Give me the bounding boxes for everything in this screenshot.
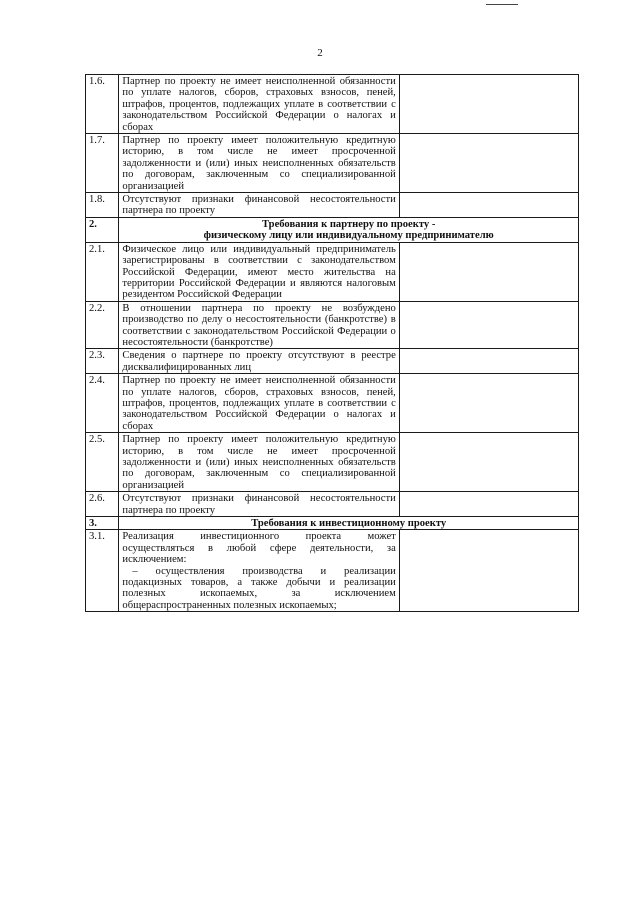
section-title-line: Требования к инвестиционному проекту <box>251 518 447 530</box>
page-number: 2 <box>317 47 323 59</box>
compliance-cell <box>399 349 578 374</box>
row-number: 1.6. <box>86 75 119 134</box>
requirement-text <box>119 349 399 374</box>
requirement-paragraph: Отсутствуют признаки финансовой несостоятельности партнера по проекту <box>122 194 396 217</box>
compliance-cell <box>399 374 578 433</box>
requirement-text <box>119 134 399 193</box>
table-row <box>86 242 579 301</box>
row-number: 2.1. <box>86 242 119 301</box>
requirement-paragraph: Отсутствуют признаки финансовой несостоятельности партнера по проекту <box>122 493 396 516</box>
row-number: 2.5. <box>86 433 119 492</box>
table-row <box>86 134 579 193</box>
requirement-text <box>119 374 399 433</box>
section-title <box>119 517 579 530</box>
requirement-paragraph: Партнер по проекту имеет положительную кредитную историю, в том числе не имеет просроченной задолженности и (или) иных неисполненных обязательств по договорам, заключенным со специализированной организацией <box>122 434 396 491</box>
row-number: 2. <box>86 217 119 242</box>
requirement-text <box>119 193 399 218</box>
section-title-line: Требования к партнеру по проекту - <box>262 218 436 230</box>
requirement-paragraph: Реализация инвестиционного проекта может осуществляться в любой сфере деятельности, за исключением: <box>122 531 396 566</box>
section-row <box>86 217 579 242</box>
table-row <box>86 349 579 374</box>
compliance-cell <box>399 492 578 517</box>
row-number: 2.4. <box>86 374 119 433</box>
requirement-paragraph: Партнер по проекту не имеет неисполненной обязанности по уплате налогов, сборов, страховых взносов, пеней, штрафов, процентов, подлежащих уплате в соответствии с законодательством Российской Федерации о налогах и сборах <box>122 76 396 133</box>
table-row <box>86 75 579 134</box>
row-number: 2.2. <box>86 301 119 349</box>
compliance-cell <box>399 193 578 218</box>
table-row <box>86 433 579 492</box>
table-row <box>86 492 579 517</box>
table-row <box>86 301 579 349</box>
row-number: 2.3. <box>86 349 119 374</box>
requirement-dash-item: – осуществления производства и реализации подакцизных товаров, а также добычи и реализации полезных ископаемых, за исключением общераспространенных полезных ископаемых; <box>122 565 396 611</box>
top-edge-mark <box>486 4 518 5</box>
requirement-paragraph: Сведения о партнере по проекту отсутствуют в реестре дисквалифицированных лиц <box>122 350 396 373</box>
requirement-paragraph: Физическое лицо или индивидуальный предприниматель зарегистрированы в соответствии с законодательством Российской Федерации, имеют место жительства на территории Российской Федерации и являются налоговым резидентом Российской Федерации <box>122 243 396 301</box>
requirement-paragraph: Партнер по проекту не имеет неисполненной обязанности по уплате налогов, сборов, страховых взносов, пеней, штрафов, процентов, подлежащих уплате в соответствии с законодательством Российской Федерации о налогах и сборах <box>122 375 396 432</box>
table-row <box>86 193 579 218</box>
section-row <box>86 517 579 530</box>
requirement-paragraph: В отношении партнера по проекту не возбуждено производство по делу о несостоятельности (банкротстве) в соответствии с законодательством Российской Федерации о несостоятельности (банкротстве) <box>122 302 396 348</box>
row-number: 3. <box>86 517 119 530</box>
row-number: 2.6. <box>86 492 119 517</box>
section-title-line: физическому лицу или индивидуальному предпринимателю <box>203 230 494 242</box>
requirement-paragraph: Партнер по проекту имеет положительную кредитную историю, в том числе не имеет просроченной задолженности и (или) иных неисполненных обязательств по договорам, заключенным со специализированной организацией <box>122 135 396 192</box>
compliance-cell <box>399 134 578 193</box>
row-number: 1.7. <box>86 134 119 193</box>
section-title <box>119 217 579 242</box>
compliance-cell <box>399 75 578 134</box>
requirements-table <box>85 74 579 612</box>
compliance-cell <box>399 242 578 301</box>
requirement-text <box>119 242 399 301</box>
requirement-text <box>119 75 399 134</box>
table-row <box>86 530 579 612</box>
compliance-cell <box>399 433 578 492</box>
row-number: 3.1. <box>86 530 119 612</box>
compliance-cell <box>399 301 578 349</box>
requirement-text <box>119 433 399 492</box>
compliance-cell <box>399 530 578 612</box>
requirement-text <box>119 530 399 612</box>
row-number: 1.8. <box>86 193 119 218</box>
requirement-text <box>119 301 399 349</box>
table-row <box>86 374 579 433</box>
requirement-text <box>119 492 399 517</box>
requirements-table-body <box>86 75 579 612</box>
